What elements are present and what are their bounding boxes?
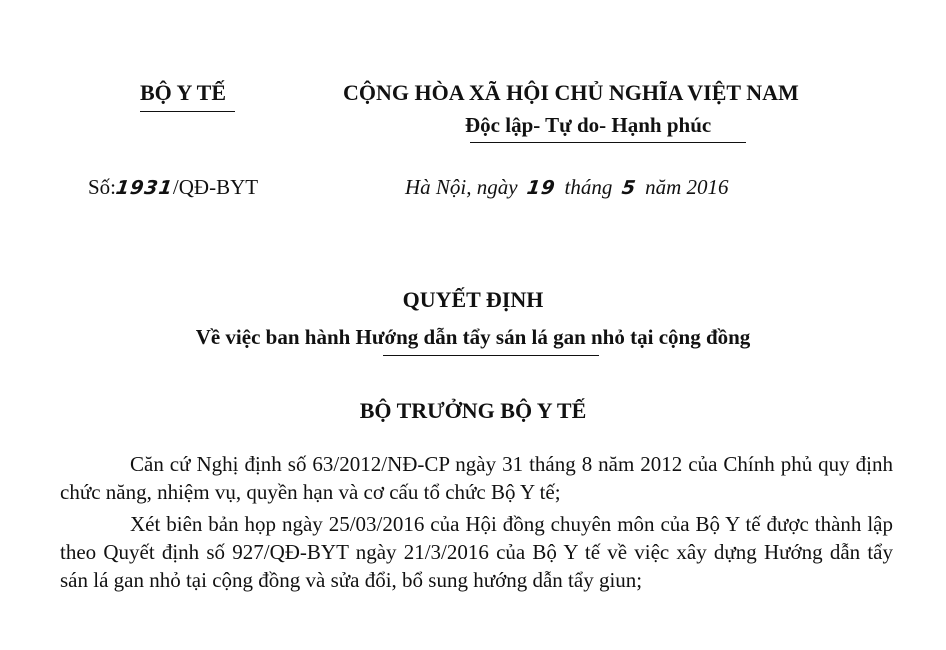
legal-basis-paragraph: Căn cứ Nghị định số 63/2012/NĐ-CP ngày 31 tháng 8 năm 2012 của Chính phủ quy định chức năng, nhiệm vụ, quyền hạn và cơ cấu tổ chức Bộ Y tế; bbox=[60, 452, 893, 504]
handwritten-month: 5 bbox=[620, 177, 638, 199]
document-date bbox=[405, 175, 729, 200]
decision-subject: Về việc ban hành Hướng dẫn tẩy sán lá gan nhỏ tại cộng đồng bbox=[195, 325, 751, 349]
consideration-paragraph: Xét biên bản họp ngày 25/03/2016 của Hội đồng chuyên môn của Bộ Y tế được thành lập theo Quyết định số 927/QĐ-BYT ngày 21/3/2016 của Bộ Y tế về việc xây dựng Hướng dẫn tẩy sán lá gan nhỏ tại cộng đồng và sửa đổi, bổ sung hướng dẫn tẩy giun; bbox=[60, 512, 893, 592]
subject-underline bbox=[383, 355, 599, 356]
handwritten-day: 19 bbox=[525, 177, 557, 199]
year-label: năm 2016 bbox=[645, 175, 729, 199]
date-prefix: Hà Nội, ngày bbox=[405, 175, 518, 199]
country-name: CỘNG HÒA XÃ HỘI CHỦ NGHĨA VIỆT NAM bbox=[343, 80, 799, 105]
decision-heading: QUYẾT ĐỊNH bbox=[402, 287, 544, 312]
ministry-name: BỘ Y TẾ bbox=[140, 80, 226, 105]
month-label: tháng bbox=[564, 175, 613, 199]
number-prefix: Số: bbox=[88, 175, 117, 199]
handwritten-number: 1931 bbox=[114, 177, 175, 199]
authority-heading: BỘ TRƯỞNG BỘ Y TẾ bbox=[359, 398, 587, 423]
motto-underline bbox=[470, 142, 746, 143]
number-suffix: /QĐ-BYT bbox=[172, 175, 259, 199]
national-motto: Độc lập- Tự do- Hạnh phúc bbox=[465, 113, 712, 137]
ministry-underline bbox=[140, 111, 235, 112]
document-number bbox=[88, 175, 258, 200]
